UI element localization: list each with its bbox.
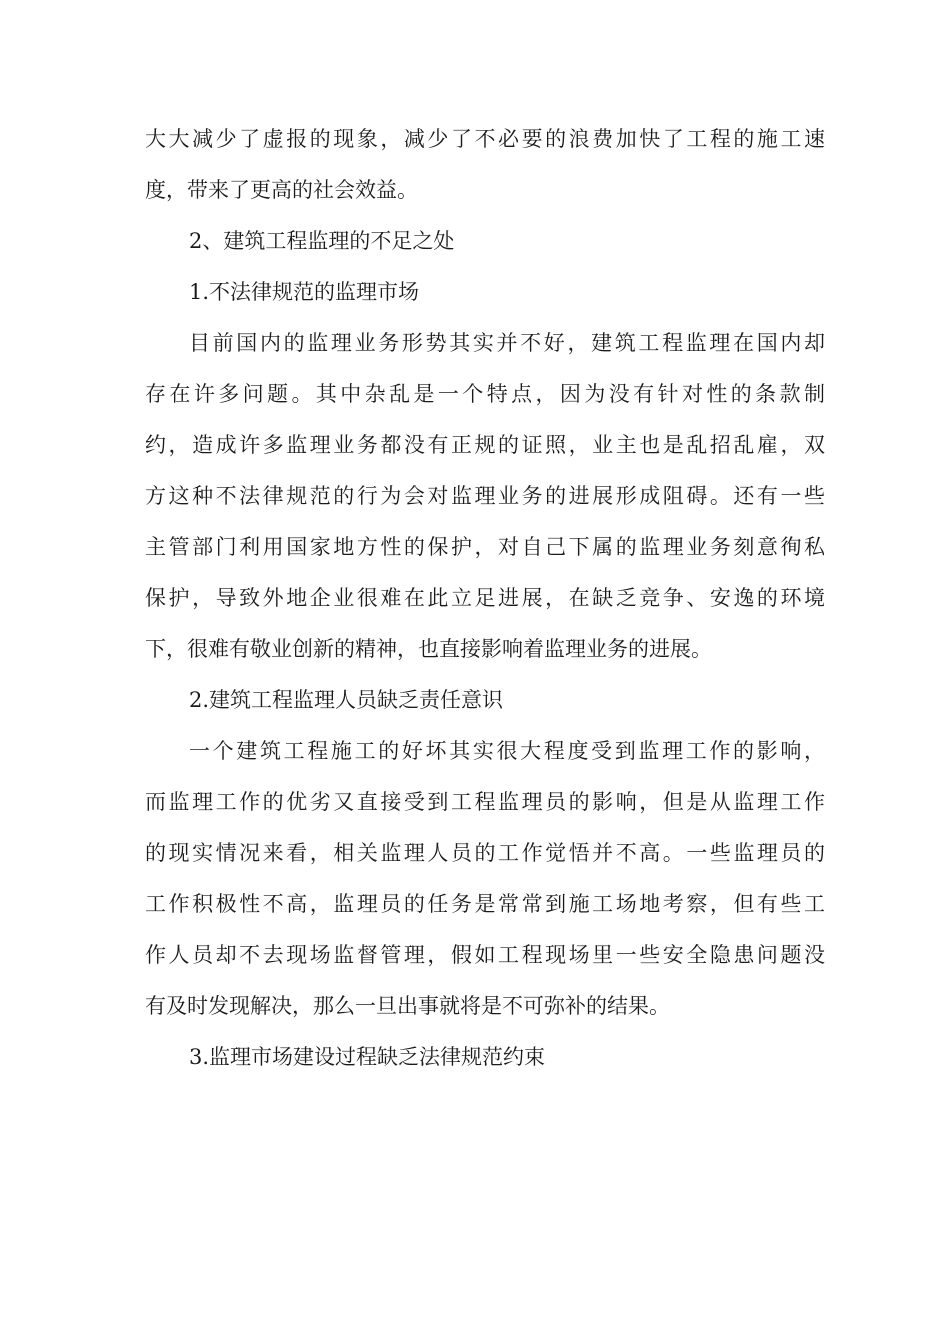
- body-text-line: 方这种不法律规范的行为会对监理业务的进展形成阻碍。还有一些: [145, 484, 825, 508]
- body-text-line: 作人员却不去现场监督管理，假如工程现场里一些安全隐患问题没: [145, 943, 825, 967]
- body-text-line: 大大减少了虚报的现象，减少了不必要的浪费加快了工程的施工速: [145, 127, 825, 151]
- body-text-line: 一个建筑工程施工的好坏其实很大程度受到监理工作的影响，: [189, 739, 825, 763]
- body-text-line: 而监理工作的优劣又直接受到工程监理员的影响，但是从监理工作: [145, 790, 825, 814]
- body-text-line: 的现实情况来看，相关监理人员的工作觉悟并不高。一些监理员的: [145, 841, 825, 865]
- body-text-line: 目前国内的监理业务形势其实并不好，建筑工程监理在国内却: [189, 331, 825, 355]
- body-text-line: 有及时发现解决，那么一旦出事就将是不可弥补的结果。: [145, 994, 670, 1018]
- body-text-line: 保护，导致外地企业很难在此立足进展，在缺乏竞争、安逸的环境: [145, 586, 825, 610]
- subsection-heading: 3.监理市场建设过程缺乏法律规范约束: [189, 1045, 546, 1069]
- section-heading: 2、建筑工程监理的不足之处: [189, 229, 455, 253]
- body-text-line: 主管部门利用国家地方性的保护，对自己下属的监理业务刻意徇私: [145, 535, 825, 559]
- body-text-line: 工作积极性不高，监理员的任务是常常到施工场地考察，但有些工: [145, 892, 825, 916]
- body-text-line: 度，带来了更高的社会效益。: [145, 178, 418, 202]
- body-text-line: 存在许多问题。其中杂乱是一个特点，因为没有针对性的条款制: [145, 382, 825, 406]
- body-text-line: 下，很难有敬业创新的精神，也直接影响着监理业务的进展。: [145, 637, 712, 661]
- subsection-heading: 2.建筑工程监理人员缺乏责任意识: [189, 688, 504, 712]
- body-text-line: 约，造成许多监理业务都没有正规的证照，业主也是乱招乱雇，双: [145, 433, 825, 457]
- subsection-heading: 1.不法律规范的监理市场: [189, 280, 420, 304]
